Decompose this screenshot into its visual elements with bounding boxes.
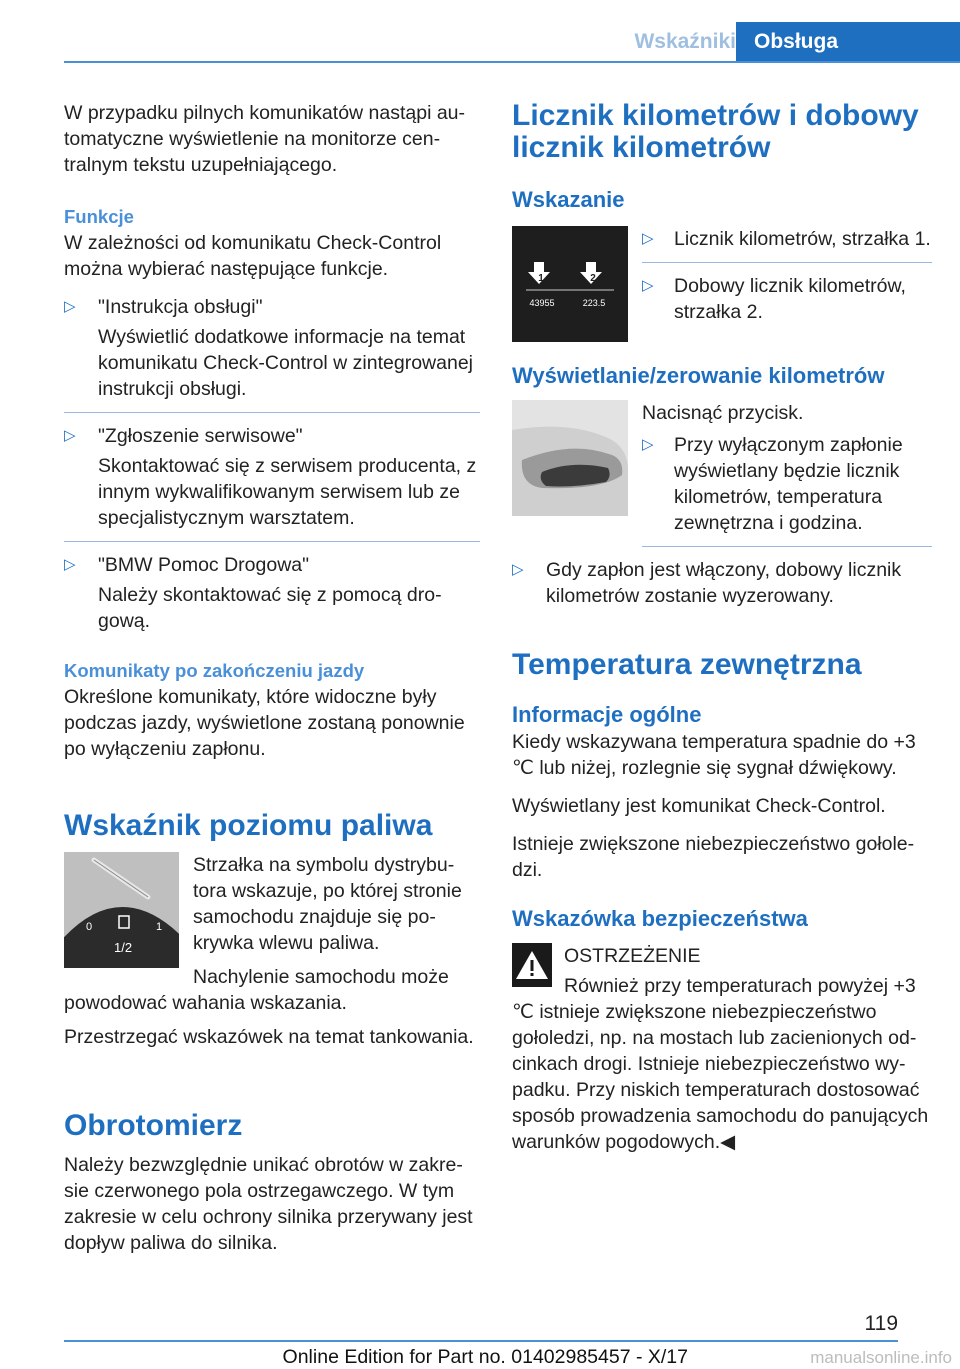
page-footer	[0, 1312, 960, 1368]
odometer-heading: Licznik kilometrów i dobowy licznik kilometrów	[512, 99, 919, 164]
intro-paragraph: W przypadku pilnych komunikatów nastąpi automatyczne wyświetlenie na monitorze centralnym tekstu uzupełniającego.	[64, 102, 466, 176]
odometer-display-image	[512, 226, 628, 342]
odometer-value: 43955	[529, 298, 555, 308]
gauge-label-full: 1	[156, 921, 163, 933]
general-text-2: Wyświetlany jest komunikat Check-Control.	[512, 795, 886, 817]
funkcje-text: W zależności od komunikatu Check-Control można wybierać następujące funkcje.	[64, 232, 442, 280]
general-info-heading: Informacje ogólne	[512, 702, 702, 727]
trip-value: 223.5	[582, 298, 606, 308]
arrow-number-1: 1	[538, 273, 544, 284]
list-item	[642, 226, 932, 263]
fuel-gauge-image	[64, 852, 179, 968]
list-item	[64, 423, 480, 542]
bullet-triangle-icon: ▷	[64, 298, 76, 315]
fuel-gauge-heading: Wskaźnik poziomu paliwa	[64, 809, 433, 842]
footer-rule	[64, 1340, 898, 1342]
page-header	[64, 0, 960, 62]
gauge-label-half: 1/2	[114, 940, 133, 955]
bullet-triangle-icon: ▷	[642, 230, 654, 247]
list-item	[64, 552, 480, 634]
header-rule	[64, 61, 960, 63]
warning-text: Również przy temperaturach powyżej +3 ℃ istnieje zwiększone niebezpieczeństwo gołoledzi, np. na mostach lub zacienionych odcinkach drogi. Istnieje niebezpieczeństwo wypadku. Przy niskich temperaturach dostosować sposób prowadzenia samochodu do panujących warunków pogodowych.◀	[512, 975, 929, 1153]
general-text-1: Kiedy wskazywana temperatura spadnie do +3 ℃ lub niżej, rozlegnie się sygnał dźwiękowy.	[512, 731, 916, 779]
item-text: Licznik kilometrów, strzałka 1.	[674, 228, 931, 250]
arrow-number-2: 2	[590, 273, 596, 284]
warning-title: OSTRZEŻENIE	[564, 945, 701, 967]
item-text: Dobowy licznik kilometrów, strzałka 2.	[674, 275, 906, 323]
item-text: Przy wyłączonym zapłonie wyświetlany będzie licznik kilometrów, temperatura zewnętrzna i godzina.	[674, 434, 903, 534]
item-text: Skontaktować się z serwisem producenta, z innym wykwalifikowanym serwisem lub ze specjalistycznym warsztatem.	[98, 455, 477, 529]
reset-heading: Wyświetlanie/zerowanie kilometrów	[512, 363, 885, 388]
safety-heading: Wskazówka bezpieczeństwa	[512, 906, 808, 931]
item-title: "BMW Pomoc Drogowa"	[98, 554, 310, 576]
reset-button-image	[512, 400, 628, 516]
tacho-text: Należy bezwzględnie unikać obrotów w zakresie czerwonego pola ostrzegawczego. W tym zakresie w celu ochrony silnika przerywany jest dopływ paliwa do silnika.	[64, 1154, 473, 1254]
fuel-text-1: Strzałka na symbolu dystrybutora wskazuje, po której stronie samochodu znajduje się pokrywka wlewu paliwa.	[193, 854, 462, 954]
display-heading: Wskazanie	[512, 187, 625, 212]
list-item	[642, 273, 932, 325]
header-chapter-tab: Obsługa	[736, 22, 960, 62]
list-item	[642, 432, 932, 547]
watermark: manualsonline.info	[810, 1348, 952, 1367]
left-column	[64, 100, 480, 1268]
reset-text: Nacisnąć przycisk.	[642, 402, 804, 424]
list-item	[512, 557, 932, 609]
gauge-label-empty: 0	[86, 921, 93, 933]
bullet-triangle-icon: ▷	[512, 561, 524, 578]
bullet-triangle-icon: ▷	[64, 427, 76, 444]
trip-end-heading: Komunikaty po zakończeniu jazdy	[64, 660, 365, 681]
right-column	[512, 100, 932, 1167]
bullet-triangle-icon: ▷	[642, 436, 654, 453]
funkcje-heading: Funkcje	[64, 206, 134, 227]
list-item	[64, 294, 480, 413]
item-title: "Instrukcja obsługi"	[98, 296, 263, 318]
item-title: "Zgłoszenie serwisowe"	[98, 425, 303, 447]
edition-label: Online Edition for Part no. 01402985457 - X/17	[282, 1346, 688, 1368]
tacho-heading: Obrotomierz	[64, 1109, 243, 1142]
warning-triangle-icon	[512, 943, 552, 987]
header-section-tab: Wskaźniki	[634, 30, 736, 53]
item-text: Wyświetlić dodatkowe informacje na temat komunikatu Check-Control w zintegrowanej instrukcji obsługi.	[98, 326, 474, 400]
page-number: 119	[864, 1312, 898, 1335]
general-text-3: Istnieje zwiększone niebezpieczeństwo gołoledzi.	[512, 833, 915, 881]
fuel-text-3: Przestrzegać wskazówek na temat tankowania.	[64, 1026, 474, 1048]
bullet-triangle-icon: ▷	[642, 277, 654, 294]
item-text: Należy skontaktować się z pomocą drogową.	[98, 584, 442, 632]
temperature-heading: Temperatura zewnętrzna	[512, 648, 862, 681]
fuel-text-2: Nachylenie samochodu może powodować wahania wskazania.	[64, 966, 449, 1014]
trip-end-text: Określone komunikaty, które widoczne były podczas jazdy, wyświetlone zostaną ponownie po wyłączeniu zapłonu.	[64, 686, 465, 760]
bullet-triangle-icon: ▷	[64, 556, 76, 573]
item-text: Gdy zapłon jest włączony, dobowy licznik kilometrów zostanie wyzerowany.	[546, 559, 902, 607]
